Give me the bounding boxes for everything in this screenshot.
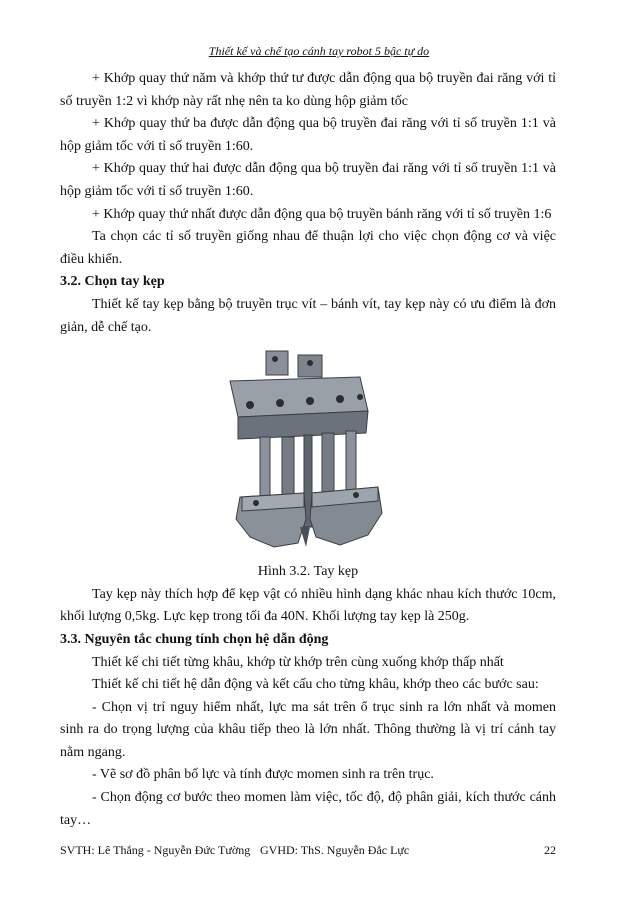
figure-caption: Hình 3.2. Tay kẹp <box>257 564 359 580</box>
footer-advisor: GVHD: ThS. Nguyễn Đắc Lực <box>260 843 410 857</box>
paragraph-gripper-specs: Tay kẹp này thích hợp để kẹp vật có nhiều hình dạng khác nhau kích thước 10cm, khối lượng 0,5kg. Lực kẹp trong tối đa 40N. Khối lượng tay kẹp là 250g. <box>60 586 556 625</box>
paragraph-joint-1: + Khớp quay thứ nhất được dẫn động qua bộ truyền bánh răng với tỉ số truyền 1:6 <box>92 206 552 222</box>
footer-students: SVTH: Lê Thắng - Nguyễn Đức Tường <box>60 843 251 857</box>
paragraph-joint-3: + Khớp quay thứ ba được dẫn động qua bộ truyền đai răng với tỉ số truyền 1:1 và hộp giảm tốc với tỉ số truyền 1:60. <box>60 116 556 154</box>
gripper-render-image <box>60 347 556 557</box>
step-dangerous-position: - Chọn vị trí nguy hiểm nhất, lực ma sát trên ổ trục sinh ra lớn nhất và momen sinh ra do trọng lượng của khâu tiếp theo là lớn nhất. Thông thường là vị trí cánh tay nằm ngang. <box>60 699 556 760</box>
step-choose-motor: - Chọn động cơ bước theo momen làm việc, tốc độ, độ phân giải, kích thước cánh tay… <box>60 790 556 828</box>
paragraph-design-order: Thiết kế chi tiết từng khâu, khớp từ khớp trên cùng xuống khớp thấp nhất <box>92 654 504 670</box>
section-heading-3-2: 3.2. Chọn tay kẹp <box>60 274 165 290</box>
page-number: 22 <box>544 843 556 857</box>
document-body <box>60 68 556 832</box>
paragraph-joint-2: + Khớp quay thứ hai được dẫn động qua bộ truyền đai răng với tỉ số truyền 1:1 và hộp giảm tốc với tỉ số truyền 1:60. <box>60 161 556 199</box>
paragraph-gripper-design: Thiết kế tay kẹp bằng bộ truyền trục vít – bánh vít, tay kẹp này có ưu điểm là đơn giản, dễ chế tạo. <box>60 296 556 335</box>
step-force-diagram: - Vẽ sơ đồ phân bố lực và tính được momen sinh ra trên trục. <box>92 767 434 783</box>
paragraph-design-steps: Thiết kế chi tiết hệ dẫn động và kết cấu cho từng khâu, khớp theo các bước sau: <box>92 677 539 693</box>
paragraph-joint-5: + Khớp quay thứ năm và khớp thứ tư được dẫn động qua bộ truyền đai răng với tỉ số truyền 1:2 vì khớp này rất nhẹ nên ta ko dùng hộp giảm tốc <box>60 71 556 109</box>
gripper-figure <box>60 347 556 557</box>
page-header: Thiết kế và chế tạo cánh tay robot 5 bậc tự do <box>208 44 430 58</box>
paragraph-ratio-choice: Ta chọn các tỉ số truyền giống nhau để thuận lợi cho việc chọn động cơ và việc điều khiển. <box>60 229 556 267</box>
section-heading-3-3: 3.3. Nguyên tắc chung tính chọn hệ dẫn động <box>60 631 329 647</box>
